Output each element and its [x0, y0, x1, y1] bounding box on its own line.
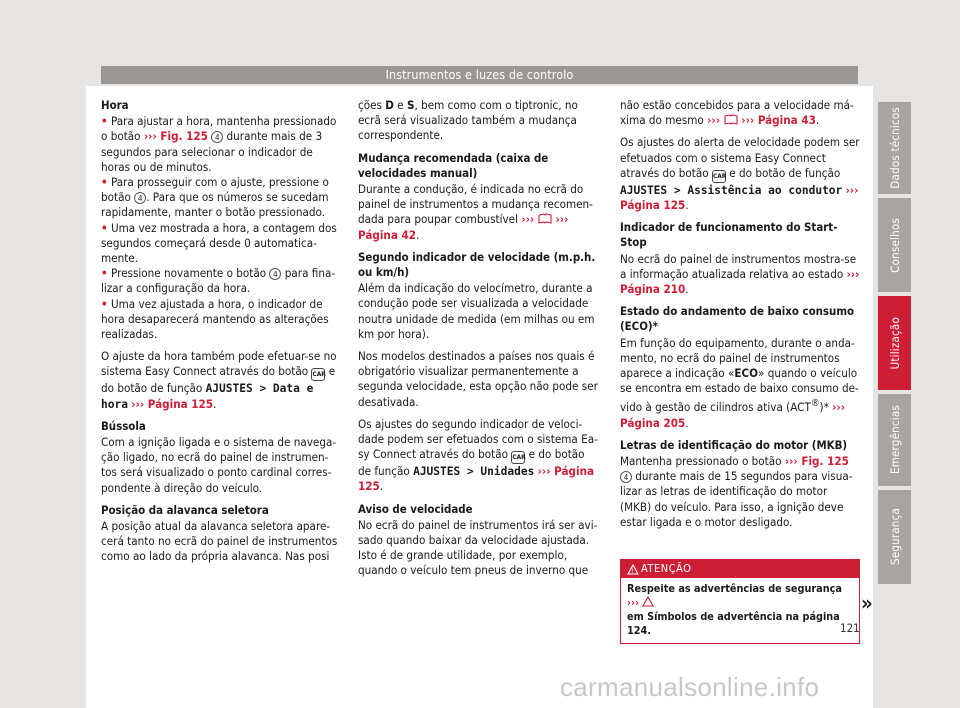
tab-conselhos[interactable]: Conselhos [878, 198, 911, 292]
paragraph: Os ajustes do segundo indicador de velocidade podem ser efetuados com o sistema Easy Connect através do botão CAR e do botão de função AJUSTES > Unidades ››› Página 125. [358, 416, 598, 494]
warning-box [620, 559, 860, 644]
fig-link[interactable]: ››› Fig. 125 [143, 129, 208, 144]
section-heading-aviso: Aviso de velocidade [358, 501, 473, 516]
warning-triangle-icon [642, 596, 654, 607]
callout-number: 4 [211, 131, 223, 143]
paragraph: Mantenha pressionado o botão ››› Fig. 125 4 durante mais de 15 segundos para visualizar as letras de identificação do motor (MKB) do veículo. Para isso, a ignição deve estar ligada e o motor desligado. [620, 453, 853, 529]
section-heading-posicao: Posição da alavanca seletora [101, 502, 269, 517]
paragraph: No ecrã do painel de instrumentos mostra-se a informação atualizada relativa ao estado ››› Página 210. [620, 251, 860, 297]
paragraph: não estão concebidos para a velocidade máxima do mesmo ››› ››› Página 43. [620, 98, 854, 128]
section-heading-mkb: Letras de identificação do motor (MKB) [620, 437, 848, 452]
list-item: • Uma vez ajustada a hora, o indicador de hora desaparecerá mantendo as alterações realizadas. [101, 296, 329, 342]
page-link[interactable]: ››› ››› Página 43 [707, 113, 816, 128]
section-heading-mudanca: Mudança recomendada (caixa de velocidades manual) [358, 150, 549, 180]
paragraph: Durante a condução, é indicada no ecrã do painel de instrumentos a mudança recomendada para poupar combustível ››› ››› Página 42. [358, 182, 593, 242]
list-item: • Pressione novamente o botão 4 para finalizar a configuração da hora. [101, 266, 336, 296]
paragraph: Nos modelos destinados a países nos quais é obrigatório visualizar permanentemente a segunda velocidade, esta opção não pode ser desativada. [358, 349, 598, 409]
page-link[interactable]: ››› Página 125 [620, 182, 859, 213]
callout-number: 4 [269, 268, 281, 280]
tab-utilizacao[interactable]: Utilização [878, 296, 911, 390]
paragraph: O ajuste da hora também pode efetuar-se no sistema Easy Connect através do botão CAR e do botão de função AJUSTES > Data e hora ››› Página 125. [101, 349, 337, 411]
page-link[interactable]: ››› Página 205 [620, 400, 846, 430]
section-heading-eco: Estado do andamento de baixo consumo (ECO)* [620, 304, 855, 334]
warning-label: ATENÇÃO [641, 562, 692, 575]
car-button-icon: CAR [712, 170, 726, 183]
paragraph: Em função do equipamento, durante o andamento, no ecrã do painel de instrumentos aparece a indicação «ECO» quando o veículo se encontra em estado de baixo consumo devido à gestão de cilindros ativa (ACT®)* ››› Página 205. [620, 335, 859, 430]
section-heading-bussola: Bússola [101, 418, 146, 433]
paragraph: A posição atual da alavanca seletora aparecerá tanto no ecrã do painel de instrumentos como ao lado da própria alavanca. Nas posi [101, 519, 338, 564]
tab-dados-tecnicos[interactable]: Dados técnicos [878, 102, 911, 194]
left-margin [0, 86, 86, 708]
warning-triangle-icon [627, 564, 639, 575]
book-icon [538, 213, 552, 224]
continue-arrow-icon: » [861, 591, 873, 615]
section-heading-hora: Hora [101, 98, 129, 112]
tab-emergencias[interactable]: Emergências [878, 394, 911, 486]
paragraph: Com a ignição ligada e o sistema de navegação ligado, no ecrã do painel de instrumentos será visualizado o ponto cardinal correspondente à direção do veículo. [101, 435, 337, 495]
paragraph: Os ajustes do alerta de velocidade podem ser efetuados com o sistema Easy Connect através do botão CAR e do botão de função AJUSTES > Assistência ao condutor ››› Página 125. [620, 135, 860, 213]
callout-number: 4 [134, 192, 146, 204]
callout-number: 4 [620, 471, 632, 483]
page-link[interactable]: ››› Página 210 [620, 266, 860, 297]
section-heading-start-stop: Indicador de funcionamento do Start-Stop [620, 220, 838, 250]
warning-header [621, 560, 859, 578]
tab-seguranca[interactable]: Segurança [878, 490, 911, 584]
column-3 [620, 98, 860, 537]
list-item: • Para prosseguir com o ajuste, pressione o botão 4 . Para que os números se sucedam rapidamente, manter o botão pressionado. [101, 175, 329, 220]
page-link[interactable]: ››› Página 125 [131, 396, 214, 411]
column-2 [358, 98, 600, 586]
section-heading-segundo-indicador: Segundo indicador de velocidade (m.p.h. ou km/h) [358, 249, 596, 280]
warning-text: Respeite as advertências de segurança ››› em Símbolos de advertência na página 124. [621, 578, 859, 643]
paragraph: No ecrã do painel de instrumentos irá ser avisado quando baixar da velocidade ajustada. Isto é de grande utilidade, por exemplo, quando o veículo tem pneus de inverno que [358, 517, 598, 578]
paragraph: ções D e S, bem como com o tiptronic, no ecrã será visualizado também a mudança correspondente. [358, 98, 578, 143]
paragraph: Além da indicação do velocímetro, durante a condução pode ser visualizada a velocidade noutra unidade de medida (em milhas ou em km por hora). [358, 281, 595, 341]
car-button-icon: CAR [511, 451, 525, 464]
watermark: carmanualsonline.info [560, 672, 820, 702]
book-icon [724, 114, 738, 125]
page-number: 121 [840, 621, 860, 635]
page-link[interactable]: ››› Página 125 [358, 464, 595, 494]
fig-link[interactable]: ››› Fig. 125 [784, 453, 849, 468]
list-item: • Para ajustar a hora, mantenha pressionado o botão ››› Fig. 125 4 durante mais de 3 segundos para selecionar o indicador de horas ou de minutos. [101, 114, 337, 174]
column-1 [101, 98, 339, 572]
svg-text:!: ! [631, 568, 635, 575]
page-link[interactable]: ››› ››› Página 42 [358, 212, 569, 242]
page-title: Instrumentos e luzes de controlo [101, 66, 858, 84]
car-button-icon: CAR [311, 368, 325, 381]
list-item: • Uma vez mostrada a hora, a contagem dos segundos começará desde 0 automaticamente. [101, 220, 337, 266]
